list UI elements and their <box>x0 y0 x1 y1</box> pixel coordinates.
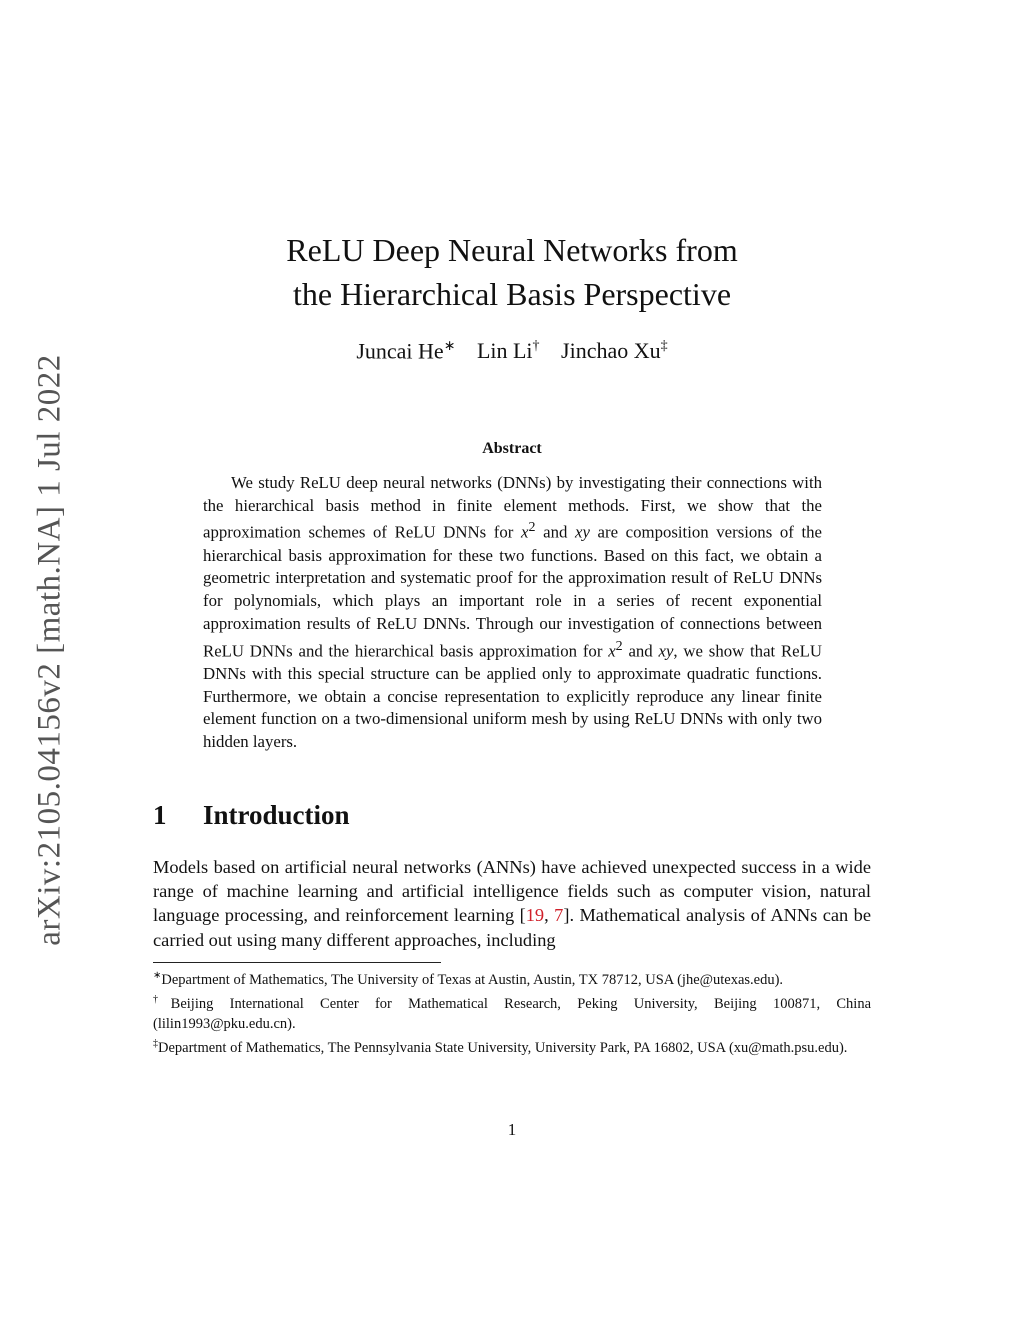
footnote-xu <box>153 1034 871 1058</box>
author-he <box>356 338 455 364</box>
math-xy: xy <box>575 523 590 542</box>
abstract-text-part: We study ReLU deep neural networks (DNNs) by investigating their connections with the hierarchical basis method in finite element methods. First, we show that the approximation schemes of ReLU DNNs for <box>203 473 822 542</box>
abstract-body <box>203 472 822 754</box>
author-li <box>477 338 540 364</box>
footnote-text: Beijing International Center for Mathematical Research, Peking University, Beijing 100871, China (lilin1993@pku.edu.cn). <box>153 995 872 1032</box>
title-line-2: the Hierarchical Basis Perspective <box>292 276 732 312</box>
intro-paragraph <box>153 855 871 952</box>
footnote-mark: ‡ <box>153 1037 158 1049</box>
citation-link[interactable]: 19 <box>525 905 545 926</box>
title-line-1: ReLU Deep Neural Networks from <box>286 232 738 268</box>
section-number: 1 <box>153 800 167 830</box>
footnote-text: Department of Mathematics, The Pennsylvania State University, University Park, PA 16802, USA (xu@math.psu.edu). <box>158 1039 848 1056</box>
footnotes <box>153 966 871 1057</box>
author-mark: ∗ <box>443 339 456 354</box>
page-number: 1 <box>507 1120 517 1139</box>
author-list <box>152 338 872 364</box>
intro-text-part: ]. Mathematical analysis of ANNs can be carried out using many different approaches, including <box>153 905 872 950</box>
footnote-mark: ∗ <box>153 970 162 981</box>
footnote-he <box>153 966 871 990</box>
abstract-conjunction: and <box>535 523 575 542</box>
math-exponent: 2 <box>528 520 536 536</box>
author-mark: † <box>532 339 540 354</box>
math-x: x <box>608 641 616 661</box>
author-name: Jinchao Xu <box>561 338 661 364</box>
math-exponent: 2 <box>615 638 623 654</box>
footnote-mark: † <box>153 993 171 1005</box>
abstract-text-part: , we show that ReLU DNNs with this special structure can be applied only to approximate quadratic functions. Furthermore, we obtain a concise representation to explicitly reproduce any linear finite element function on a two-dimensional uniform mesh by using ReLU DNNs with only two hidden layers. <box>203 641 822 751</box>
abstract-heading: Abstract <box>482 440 542 457</box>
abstract-text-part: are composition versions of the hierarchical basis approximation for these two functions. Based on this fact, we obtain a geometric interpretation and systematic proof for the approximation result of ReLU DNNs for polynomials, which plays an important role in a series of recent exponential approximation results of ReLU DNNs. Through our investigation of connections between ReLU DNNs and the hierarchical basis approximation for <box>203 523 822 661</box>
author-mark: ‡ <box>660 339 668 354</box>
citation-separator: , <box>544 905 555 926</box>
author-xu <box>561 338 668 364</box>
author-name: Juncai He <box>356 338 444 364</box>
footnote-li <box>153 990 871 1034</box>
section-heading <box>153 800 350 831</box>
arxiv-identifier: arXiv:2105.04156v2 [math.NA] 1 Jul 2022 <box>31 354 68 946</box>
math-xy: xy <box>658 641 674 661</box>
paper-title <box>152 228 872 316</box>
intro-text-part: Models based on artificial neural networks (ANNs) have achieved unexpected success in a wide range of machine learning and artificial intelligence fields such as computer vision, natural language processing, and reinforcement learning [ <box>153 857 871 926</box>
section-title: Introduction <box>203 800 350 830</box>
citation-link[interactable]: 7 <box>554 905 564 926</box>
abstract-conjunction: and <box>622 641 659 661</box>
math-x: x <box>521 523 529 542</box>
author-name: Lin Li <box>476 338 533 364</box>
footnote-text: Department of Mathematics, The University of Texas at Austin, Austin, TX 78712, USA (jhe@utexas.edu). <box>161 971 784 988</box>
footnote-divider <box>153 962 441 963</box>
